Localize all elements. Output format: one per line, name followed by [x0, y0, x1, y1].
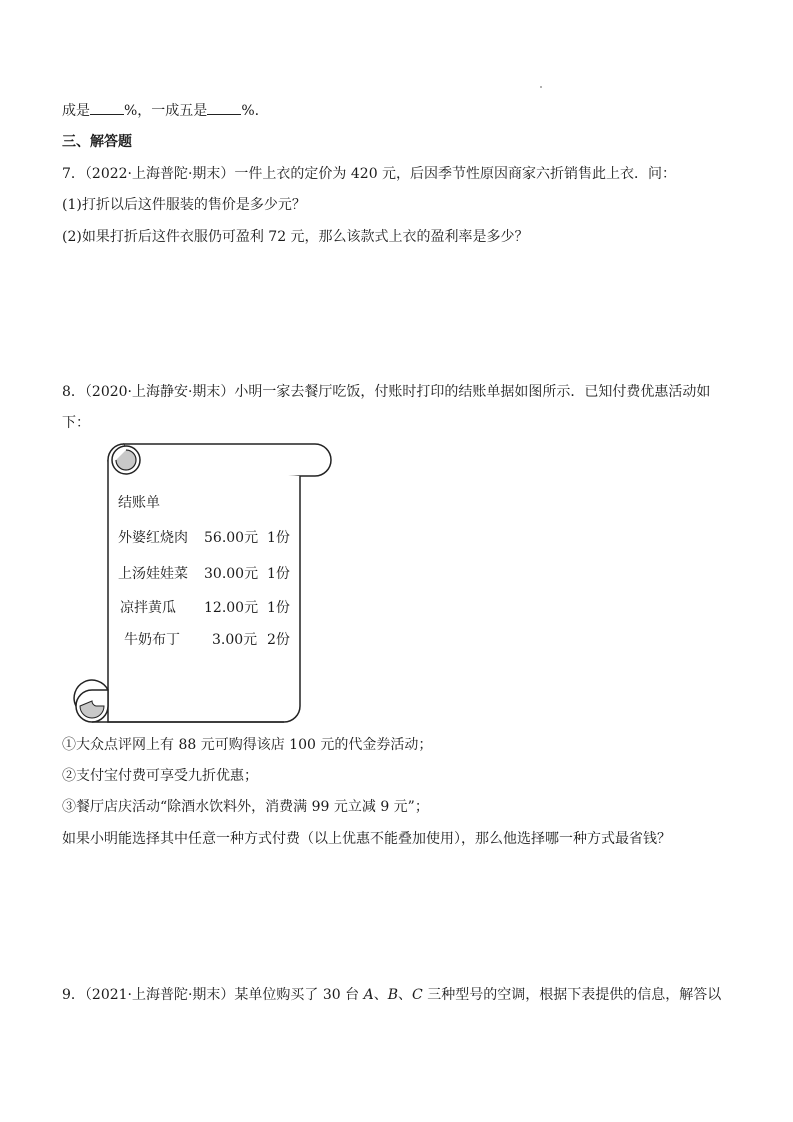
q9-model-c: C	[412, 987, 423, 1003]
q9-sep-1: 、	[373, 987, 388, 1003]
fill-in-line	[62, 100, 259, 121]
q8-offer2: ②支付宝付费可享受九折优惠；	[62, 768, 258, 784]
q7-part1: (1)打折以后这件服装的售价是多少元？	[62, 197, 306, 213]
q9-text-b: 三种型号的空调，根据下表提供的信息，解答以	[422, 987, 722, 1003]
q9-text-a: 9．（2021·上海普陀·期末）某单位购买了 30 台	[62, 987, 364, 1003]
q7-part2: (2)如果打折后这件衣服仍可盈利 72 元，那么该款式上衣的盈利率是多少？	[62, 229, 529, 245]
q9-model-a: A	[363, 987, 374, 1003]
bill-item-4-price: 3.00元	[212, 632, 258, 648]
bill-item-2-name: 上汤娃娃菜	[118, 566, 188, 582]
answer-blank-2[interactable]	[207, 100, 241, 115]
bill-title: 结账单	[118, 495, 160, 511]
q8-stem-line2: 下：	[62, 415, 90, 431]
bill-item-2-price: 30.00元	[204, 566, 259, 582]
q8-offer1: ①大众点评网上有 88 元可购得该店 100 元的代金券活动；	[62, 737, 433, 753]
bill-item-3-qty: 1份	[267, 600, 290, 616]
bill-item-4-qty: 2份	[267, 632, 290, 648]
stray-dot	[540, 86, 542, 88]
scroll-drawing	[72, 440, 336, 726]
q9-model-b: B	[387, 987, 399, 1003]
bill-item-3-name: 凉拌黄瓜	[120, 600, 176, 616]
answer-blank-1[interactable]	[90, 100, 124, 115]
bill-scroll-figure	[72, 440, 336, 730]
bill-item-4-name: 牛奶布丁	[124, 632, 180, 648]
fill-text-3: %.	[241, 103, 260, 119]
fill-text-1: 成是	[62, 103, 90, 119]
q8-offer3: ③餐厅店庆活动“除酒水饮料外，消费满 99 元立减 9 元”；	[62, 799, 429, 815]
bill-item-1-qty: 1份	[267, 530, 290, 546]
bill-item-3-price: 12.00元	[204, 600, 259, 616]
bill-item-2-qty: 1份	[267, 566, 290, 582]
q8-question: 如果小明能选择其中任意一种方式付费（以上优惠不能叠加使用），那么他选择哪一种方式最省钱？	[62, 831, 671, 847]
q8-stem-line1: 8．（2020·上海静安·期末）小明一家去餐厅吃饭，付账时打印的结账单据如图所示．已知付费优惠活动如	[62, 384, 711, 400]
q7-stem: 7．（2022·上海普陀·期末）一件上衣的定价为 420 元，后因季节性原因商家六折销售此上衣．问：	[62, 166, 677, 182]
fill-text-2: %，一成五是	[124, 103, 208, 119]
q9-sep-2: 、	[398, 987, 413, 1003]
bill-item-1-price: 56.00元	[204, 530, 259, 546]
bill-item-1-name: 外婆红烧肉	[118, 530, 188, 546]
section-heading: 三、解答题	[62, 134, 132, 150]
q9-stem	[62, 985, 721, 1005]
